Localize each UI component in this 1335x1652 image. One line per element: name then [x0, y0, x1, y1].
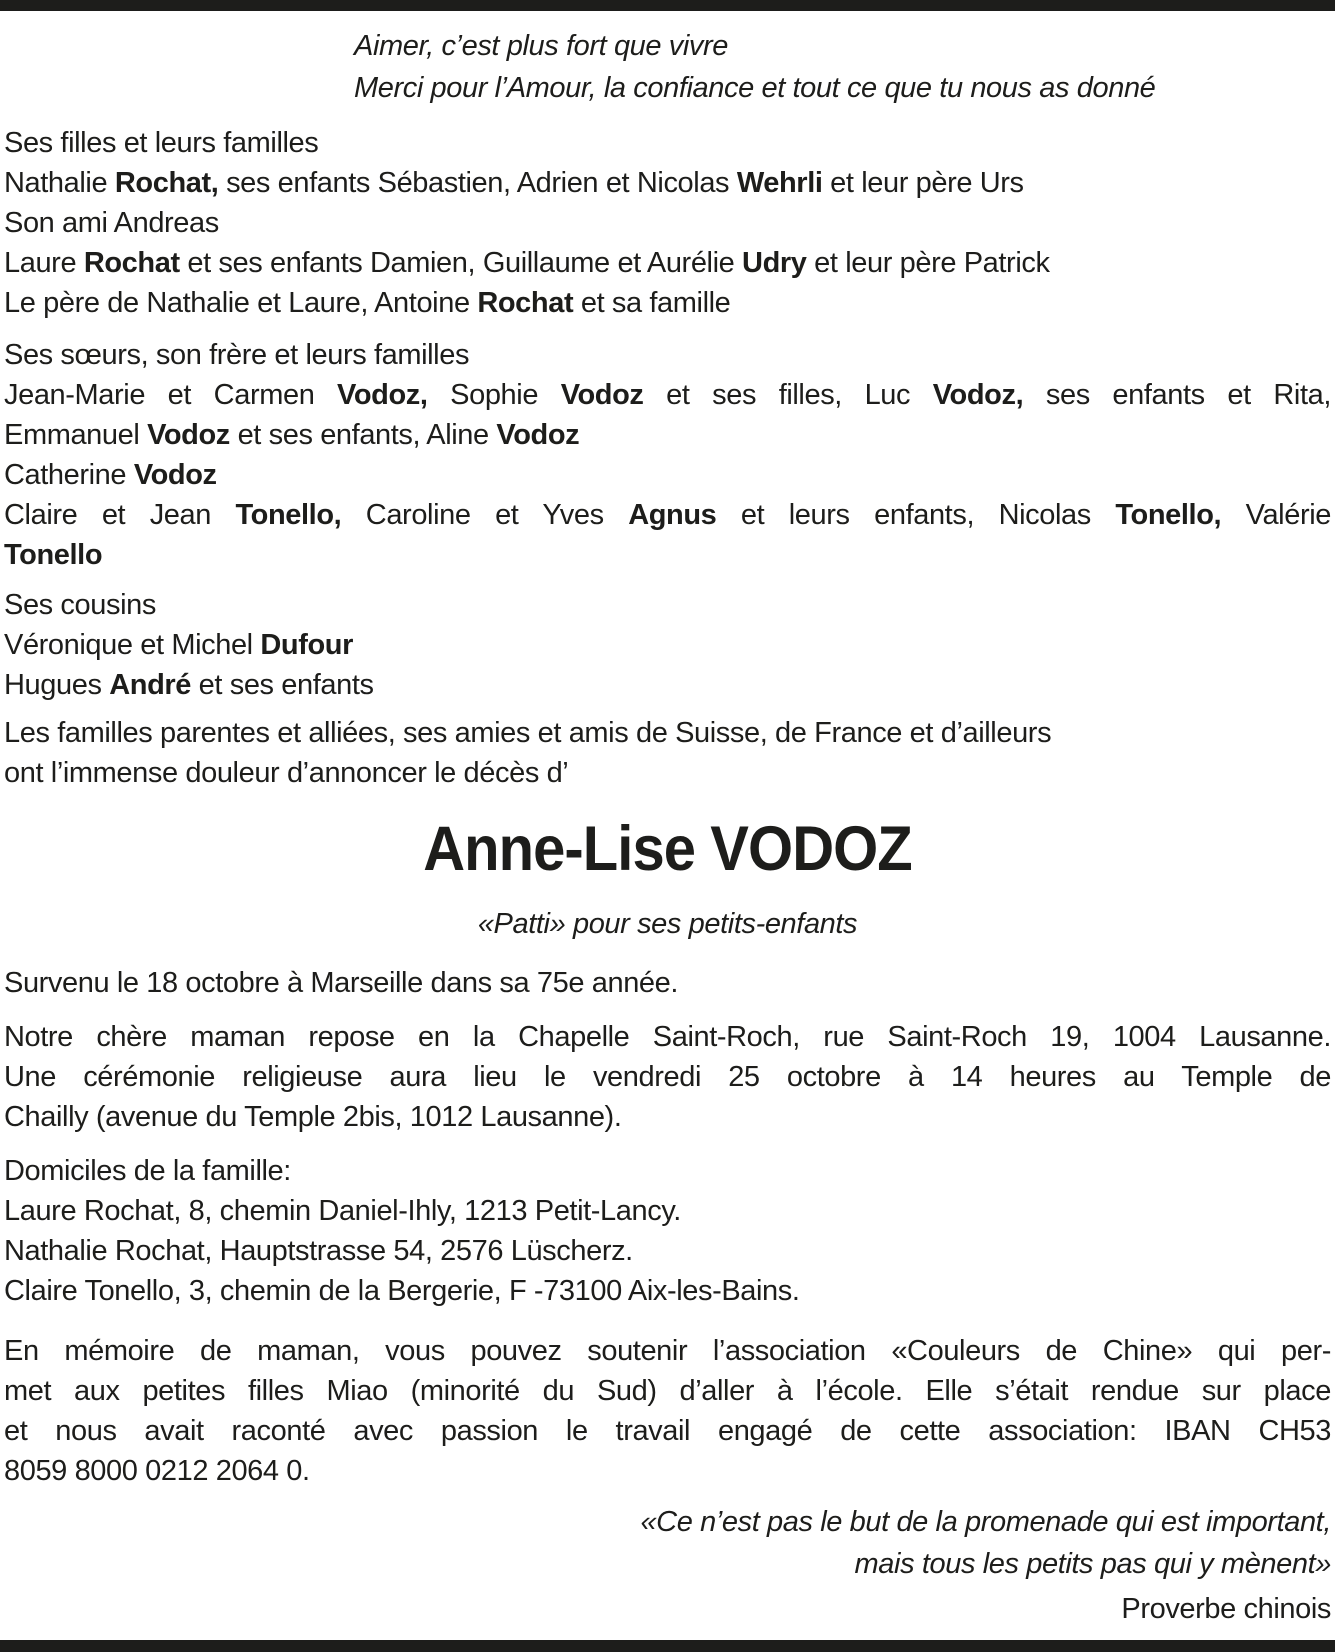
bottom-rule	[0, 1640, 1335, 1652]
section-cousins	[4, 585, 1331, 705]
section-header: Ses sœurs, son frère et leurs familles	[4, 339, 470, 371]
text-run: Véronique et Michel	[4, 629, 261, 661]
surname-run: Tonello,	[235, 499, 342, 531]
surname-run: Dufour	[260, 629, 354, 661]
section-addresses	[4, 1151, 1331, 1311]
section-header: Ses filles et leurs familles	[4, 127, 319, 159]
section-header: Domiciles de la famille:	[4, 1155, 291, 1187]
text-run: Sophie	[427, 379, 561, 411]
text-line	[4, 535, 1331, 575]
text-line	[4, 283, 1331, 323]
text-run: Nathalie	[4, 167, 115, 199]
surname-run: André	[109, 669, 192, 701]
text-run: et leur père Urs	[822, 167, 1024, 199]
text-line	[4, 415, 1331, 455]
text-run: et ses filles, Luc	[643, 379, 933, 411]
text-line: Son ami Andreas	[4, 207, 219, 239]
epigraph-line: Merci pour l’Amour, la confiance et tout ce que tu nous as donné	[354, 72, 1156, 104]
surname-run: Vodoz	[496, 419, 580, 451]
text-line: ont l’immense douleur d’annoncer le décès d’	[4, 757, 569, 789]
text-run: Caroline et Yves	[341, 499, 629, 531]
surname-run: Udry	[742, 247, 807, 279]
text-line	[4, 665, 1331, 705]
text-line: et nous avait raconté avec passion le travail engagé de cette association: IBAN CH53	[4, 1415, 1331, 1447]
text-line: Notre chère maman repose en la Chapelle Saint-Roch, rue Saint-Roch 19, 1004 Lausanne.	[4, 1021, 1331, 1053]
address-line: Nathalie Rochat, Hauptstrasse 54, 2576 Lüscherz.	[4, 1235, 633, 1267]
surname-run: Tonello	[4, 539, 103, 571]
section-header: Ses cousins	[4, 589, 156, 621]
text-line: Chailly (avenue du Temple 2bis, 1012 Lausanne).	[4, 1101, 622, 1133]
text-line	[4, 625, 1331, 665]
text-run: Catherine	[4, 459, 134, 491]
quote-line: mais tous les petits pas qui y mènent»	[854, 1548, 1331, 1580]
text-line	[4, 243, 1331, 283]
text-line: Survenu le 18 octobre à Marseille dans sa 75e année.	[4, 967, 679, 999]
surname-run: Vodoz,	[932, 379, 1024, 411]
quote-attribution: Proverbe chinois	[1121, 1593, 1331, 1625]
text-run: et ses enfants Damien, Guillaume et Aurélie	[179, 247, 743, 279]
text-run: et ses enfants	[191, 669, 374, 701]
surname-run: Vodoz	[147, 419, 230, 451]
text-run: Claire et Jean	[4, 499, 236, 531]
surname-run: Vodoz	[560, 379, 644, 411]
surname-run: Tonello,	[1115, 499, 1222, 531]
text-line: met aux petites filles Miao (minorité du Sud) d’aller à l’école. Elle s’était rendue sur place	[4, 1375, 1331, 1407]
surname-run: Rochat	[477, 287, 574, 319]
text-line	[4, 455, 1331, 495]
text-run: Jean-Marie et Carmen	[4, 379, 338, 411]
surname-run: Agnus	[628, 499, 717, 531]
text-run: et sa famille	[573, 287, 731, 319]
address-line: Claire Tonello, 3, chemin de la Bergerie, F -73100 Aix-les-Bains.	[4, 1275, 800, 1307]
section-death-notice	[4, 963, 1331, 1003]
text-run: Laure	[4, 247, 84, 279]
surname-run: Rochat	[83, 247, 180, 279]
surname-run: Vodoz,	[337, 379, 428, 411]
text-line	[4, 163, 1331, 203]
text-line	[4, 375, 1331, 415]
text-line: Les familles parentes et alliées, ses amies et amis de Suisse, de France et d’ailleurs	[4, 717, 1052, 749]
epigraph	[354, 25, 1331, 109]
text-run: et leur père Patrick	[806, 247, 1050, 279]
closing-quote	[4, 1501, 1331, 1585]
epigraph-line: Aimer, c’est plus fort que vivre	[354, 30, 729, 62]
surname-run: Rochat,	[114, 167, 219, 199]
text-run: Le père de Nathalie et Laure, Antoine	[4, 287, 478, 319]
text-line: Une cérémonie religieuse aura lieu le vendredi 25 octobre à 14 heures au Temple de	[4, 1061, 1331, 1093]
surname-run: Vodoz	[133, 459, 217, 491]
text-line	[4, 495, 1331, 535]
section-announcement	[4, 713, 1331, 793]
text-run: Valérie	[1221, 499, 1331, 531]
text-run: ses enfants Sébastien, Adrien et Nicolas	[218, 167, 737, 199]
quote-line: «Ce n’est pas le but de la promenade qui est important,	[640, 1506, 1331, 1538]
surname-run: Wehrli	[736, 167, 823, 199]
section-donation	[4, 1331, 1331, 1491]
deceased-name: Anne-Lise VODOZ	[423, 814, 912, 884]
section-ceremony	[4, 1017, 1331, 1137]
obituary-content	[0, 25, 1335, 1629]
section-siblings	[4, 335, 1331, 575]
text-run: et ses enfants, Aline	[229, 419, 497, 451]
deceased-nickname: «Patti» pour ses petits-enfants	[477, 908, 858, 940]
text-run: et leurs enfants, Nicolas	[716, 499, 1116, 531]
text-run: Hugues	[4, 669, 110, 701]
iban-line: 8059 8000 0212 2064 0.	[4, 1455, 310, 1487]
section-daughters	[4, 123, 1331, 323]
text-run: ses enfants et Rita,	[1023, 379, 1331, 411]
text-run: Emmanuel	[4, 419, 148, 451]
text-line: En mémoire de maman, vous pouvez soutenir l’association «Couleurs de Chine» qui per-	[4, 1335, 1331, 1367]
top-rule	[0, 0, 1335, 11]
address-line: Laure Rochat, 8, chemin Daniel-Ihly, 1213 Petit-Lancy.	[4, 1195, 681, 1227]
